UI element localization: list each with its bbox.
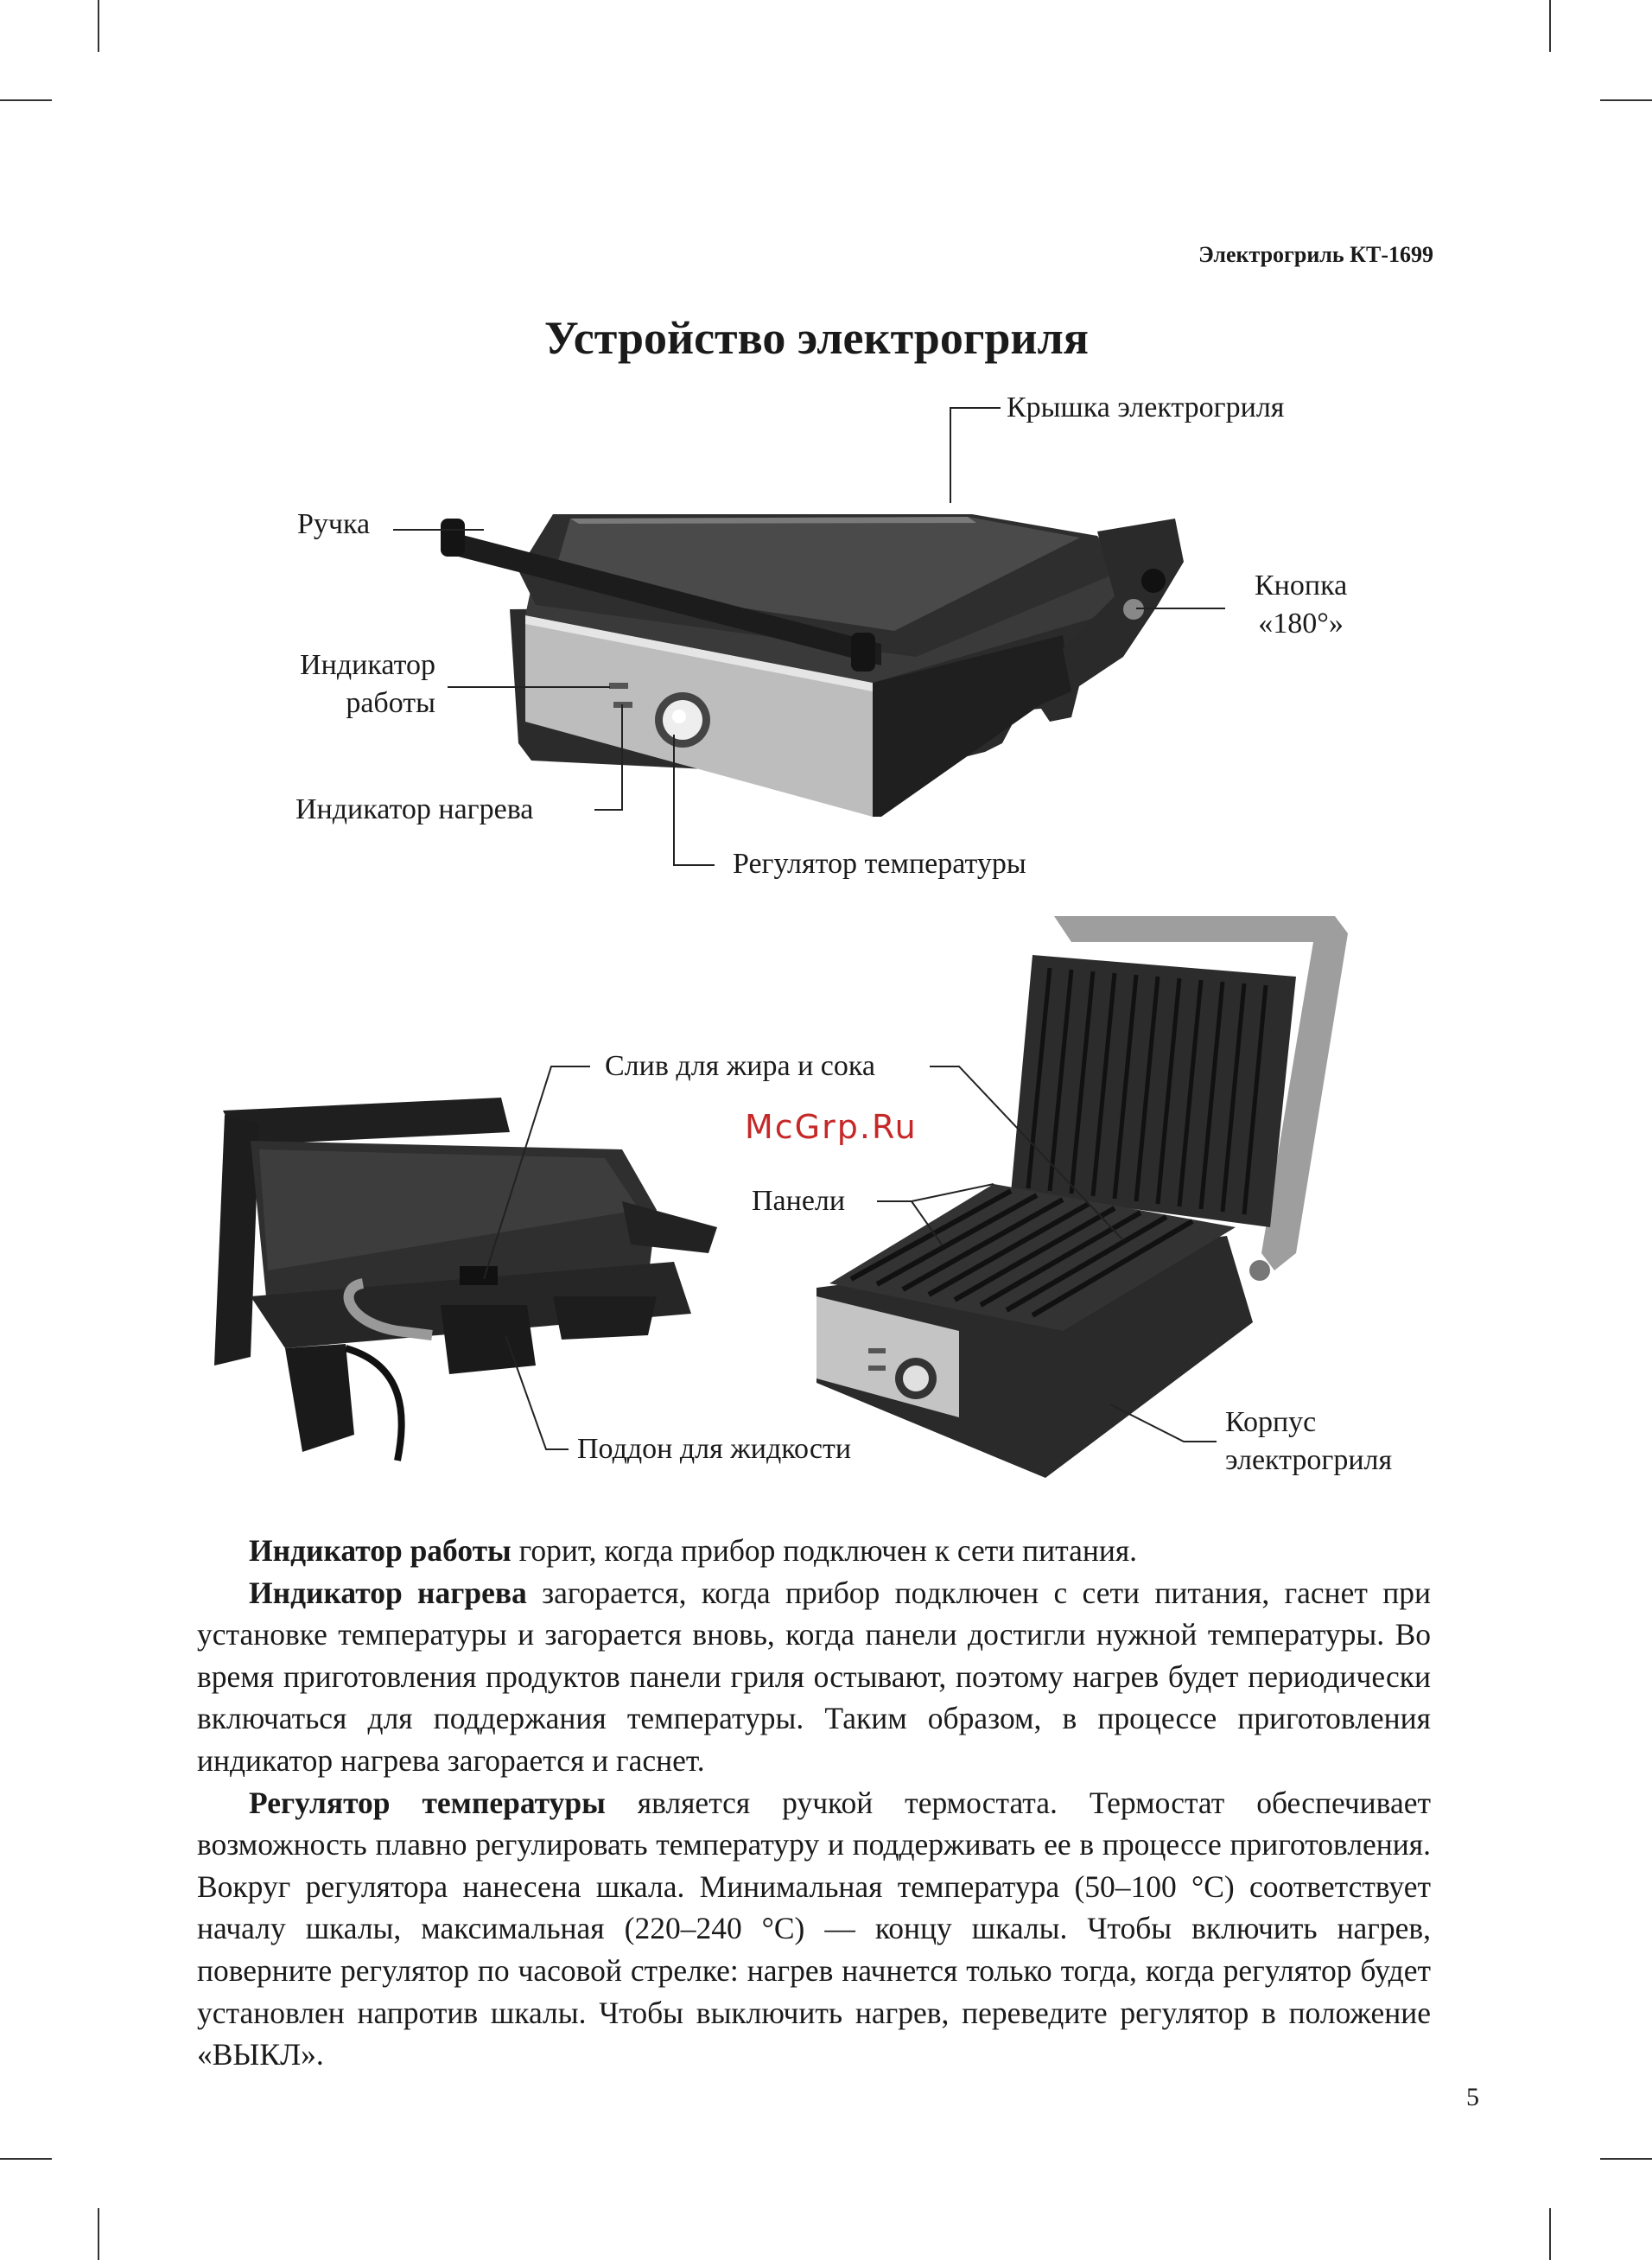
label-button: [1255, 567, 1347, 643]
paragraph-text: является ручкой термостата. Термостат обеспечивает возможность плавно регулировать температуру и поддерживать ее в процессе приготовления. Вокруг регулятора нанесена шкала. Минимальная температура (50–100 °C) соответствует началу шкалы, максимальная (220–240 °C) — концу шкалы. Чтобы включить нагрев, поверните регулятор по часовой стрелке: нагрев начнется только тогда, когда регулятор будет установлен напротив шкалы. Чтобы выключить нагрев, переведите регулятор в положение «ВЫКЛ».: [197, 1785, 1431, 2072]
paragraph-text: загорается, когда прибор подключен с сети питания, гаснет при установке температуры и загорается вновь, когда панели достигли нужной температуры. Во время приготовления продуктов панели гриля остывают, поэтому нагрев будет периодически включаться для поддержания температуры. Таким образом, в процессе приготовления индикатор нагрева загорается и гаснет.: [197, 1575, 1431, 1778]
grill-closed-illustration: [0, 380, 1652, 899]
label-body-line1: Корпус: [1225, 1406, 1317, 1438]
label-temp-regulator: Регулятор температуры: [733, 848, 1026, 880]
leader-lid: [950, 408, 1001, 503]
label-body-line2: электрогриля: [1225, 1444, 1393, 1476]
label-grill-body: [1225, 1404, 1392, 1480]
label-tray: Поддон для жидкости: [577, 1433, 852, 1465]
label-power-indicator: [276, 646, 435, 723]
grill-side-view: [214, 1098, 717, 1461]
power-indicator: [609, 683, 628, 689]
open-lid-plate: [1011, 955, 1296, 1227]
crop-mark: [1549, 0, 1551, 52]
body-text: [197, 1530, 1431, 2076]
label-button-line2: «180°»: [1258, 608, 1344, 640]
running-header: Электрогриль КТ-1699: [1198, 242, 1433, 267]
page-title: Устройство электрогриля: [543, 312, 1090, 364]
label-handle: Ручка: [297, 508, 371, 540]
crop-mark: [0, 99, 52, 101]
page-number: 5: [1466, 2083, 1479, 2111]
label-heat-indicator: Индикатор нагрева: [295, 793, 534, 825]
watermark: McGrp.Ru: [745, 1108, 918, 1146]
crop-mark: [1600, 2158, 1652, 2160]
paragraph-text: горит, когда прибор подключен к сети питания.: [511, 1533, 1138, 1568]
paragraph-heat-indicator: [197, 1572, 1431, 1782]
label-button-line1: Кнопка: [1255, 570, 1348, 602]
paragraph-temp-regulator: [197, 1782, 1431, 2076]
crop-mark: [98, 0, 99, 52]
crop-mark: [1549, 2208, 1551, 2260]
term-heat-indicator: Индикатор нагрева: [249, 1575, 527, 1610]
term-temp-regulator: Регулятор температуры: [249, 1785, 606, 1820]
label-panels: Панели: [752, 1185, 846, 1217]
term-power-indicator: Индикатор работы: [249, 1533, 511, 1568]
paragraph-power-indicator: [197, 1530, 1431, 1572]
crop-mark: [98, 2208, 99, 2260]
label-lid: Крышка электрогриля: [1007, 392, 1285, 423]
label-power-line2: работы: [346, 687, 435, 719]
crop-mark: [1600, 99, 1652, 101]
crop-mark: [0, 2158, 52, 2160]
label-power-line1: Индикатор: [300, 649, 435, 681]
label-drain: Слив для жира и сока: [605, 1050, 875, 1082]
